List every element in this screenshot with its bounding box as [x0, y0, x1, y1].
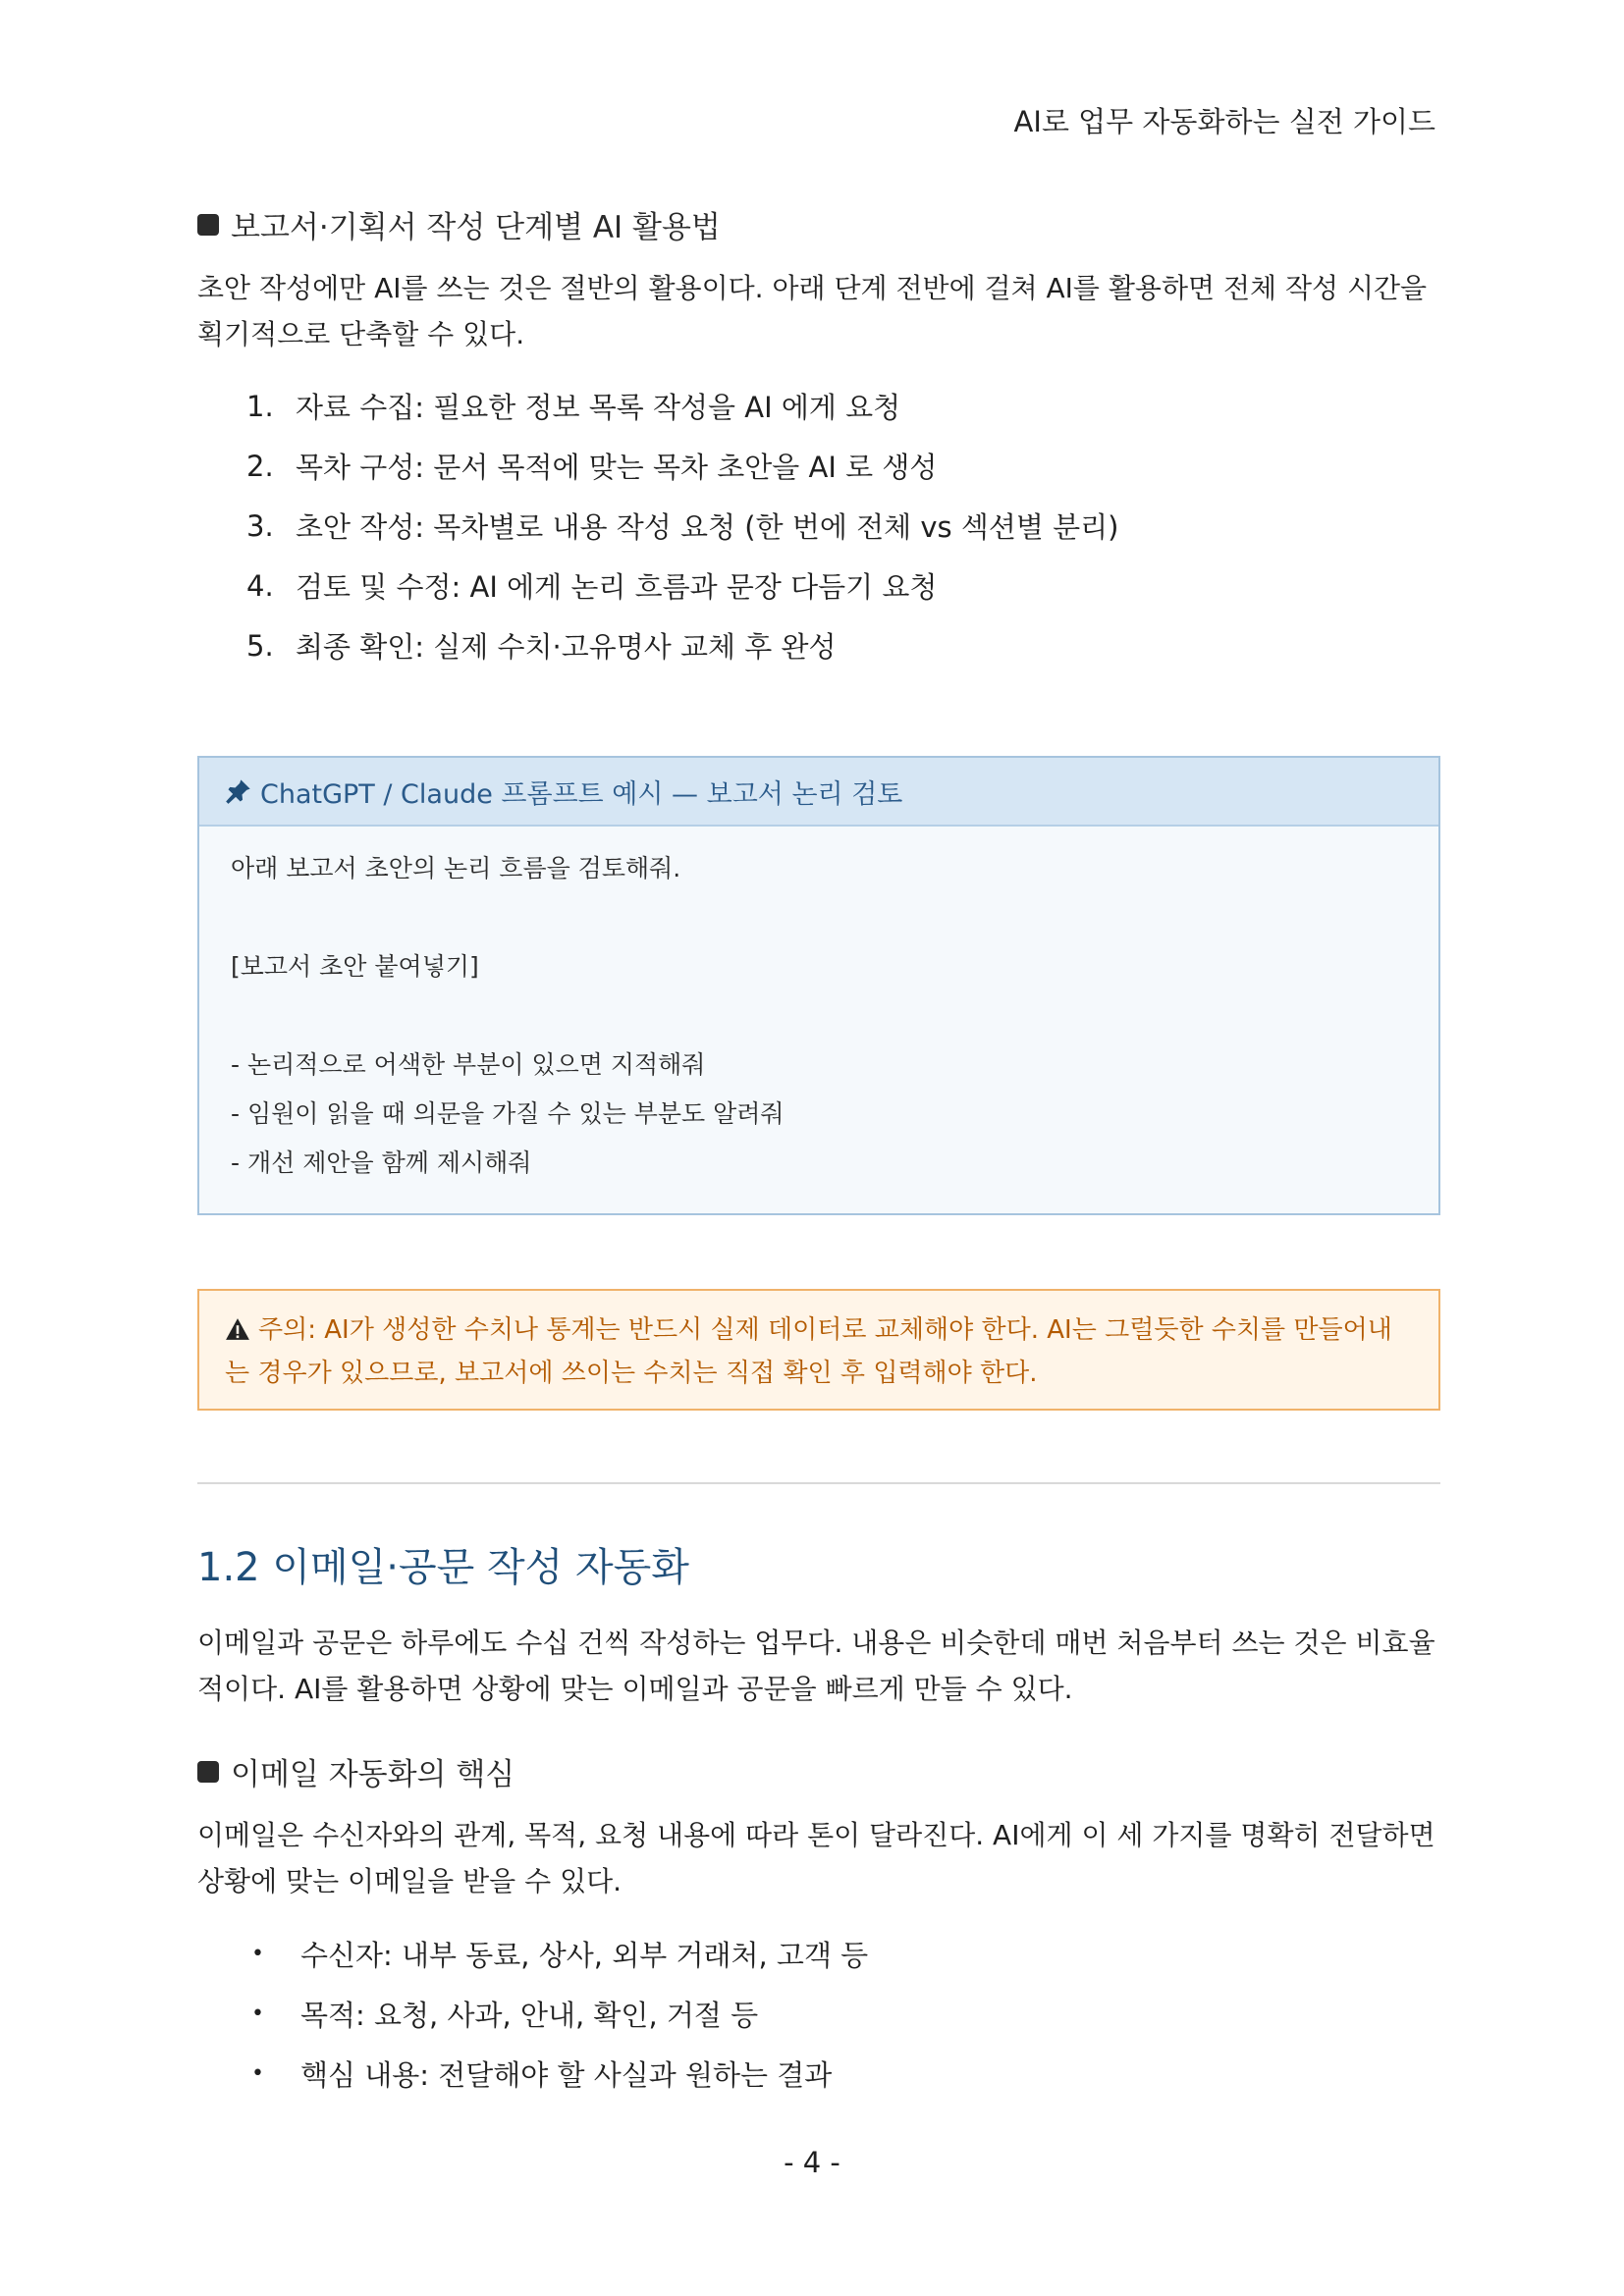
list-item: 2. 목차 구성: 문서 목적에 맞는 목차 초안을 AI 로 생성 [246, 449, 938, 484]
prompt-line: - 개선 제안을 함께 제시해줘 [231, 1148, 532, 1177]
prompt-example-box [197, 756, 1440, 1215]
prompt-line: - 논리적으로 어색한 부분이 있으면 지적해줘 [231, 1050, 706, 1079]
list-item: 5. 최종 확인: 실제 수치·고유명사 교체 후 완성 [246, 628, 837, 664]
list-item: • 수신자: 내부 동료, 상사, 외부 거래처, 고객 등 [251, 1939, 869, 1972]
bullet-list [197, 1924, 1440, 2104]
running-header: AI로 업무 자동화하는 실전 가이드 [1013, 105, 1435, 138]
prompt-line: 아래 보고서 초안의 논리 흐름을 검토해줘. [231, 854, 681, 882]
section-intro: 초안 작성에만 AI를 쓰는 것은 절반의 활용이다. 아래 단계 전반에 걸쳐 AI를 활용하면 전체 작성 시간을 획기적으로 단축할 수 있다. [197, 272, 1428, 350]
chapter-title: 1.2 이메일·공문 작성 자동화 [197, 1545, 689, 1590]
chapter-intro: 이메일과 공문은 하루에도 수십 건씩 작성하는 업무다. 내용은 비슷한데 매번 처음부터 쓰는 것은 비효율적이다. AI를 활용하면 상황에 맞는 이메일과 공문을 빠르게 만들 수 있다. [197, 1627, 1435, 1705]
prompt-box-body [199, 827, 1438, 1188]
section-divider [197, 1482, 1440, 1484]
list-item: • 목적: 요청, 사과, 안내, 확인, 거절 등 [251, 1999, 759, 2032]
prompt-line: - 임원이 읽을 때 의문을 가질 수 있는 부분도 알려줘 [231, 1099, 785, 1128]
prompt-line: [보고서 초안 붙여넣기] [231, 952, 479, 981]
bullet-dot-icon: • [251, 2061, 264, 2086]
prompt-line [231, 991, 1438, 1041]
list-item: 1. 자료 수집: 필요한 정보 목록 작성을 AI 에게 요청 [246, 389, 901, 424]
prompt-line [231, 893, 1438, 942]
square-bullet-icon [197, 214, 219, 236]
list-item: • 핵심 내용: 전달해야 할 사실과 원하는 결과 [251, 2058, 833, 2092]
warning-text: 주의: AI가 생성한 수치나 통계는 반드시 실제 데이터로 교체해야 한다. AI는 그럴듯한 수치를 만들어내는 경우가 있으므로, 보고서에 쓰이는 수치는 직접 확인 후 입력해야 한다. [225, 1315, 1392, 1388]
prompt-box-header [199, 758, 1438, 827]
list-item: 4. 검토 및 수정: AI 에게 논리 흐름과 문장 다듬기 요청 [246, 568, 938, 604]
page-number: - 4 - [784, 2146, 840, 2179]
section-heading-text: 보고서·기획서 작성 단계별 AI 활용법 [231, 210, 721, 245]
section-heading-text: 이메일 자동화의 핵심 [231, 1757, 515, 1792]
section-intro: 이메일은 수신자와의 관계, 목적, 요청 내용에 따라 톤이 달라진다. AI에게 이 세 가지를 명확히 전달하면 상황에 맞는 이메일을 받을 수 있다. [197, 1819, 1435, 1897]
pushpin-icon [225, 777, 252, 805]
section-heading [197, 1749, 1440, 1793]
bullet-dot-icon: • [251, 2002, 264, 2026]
square-bullet-icon [197, 1761, 219, 1783]
warning-triangle-icon [225, 1317, 250, 1341]
warning-box [197, 1289, 1440, 1411]
list-item: 3. 초안 작성: 목차별로 내용 작성 요청 (한 번에 전체 vs 섹션별 분리) [246, 508, 1119, 544]
bullet-dot-icon: • [251, 1942, 264, 1966]
section-heading [197, 202, 1440, 246]
steps-list [197, 376, 1440, 675]
prompt-box-title: ChatGPT / Claude 프롬프트 예시 — 보고서 논리 검토 [260, 778, 903, 810]
